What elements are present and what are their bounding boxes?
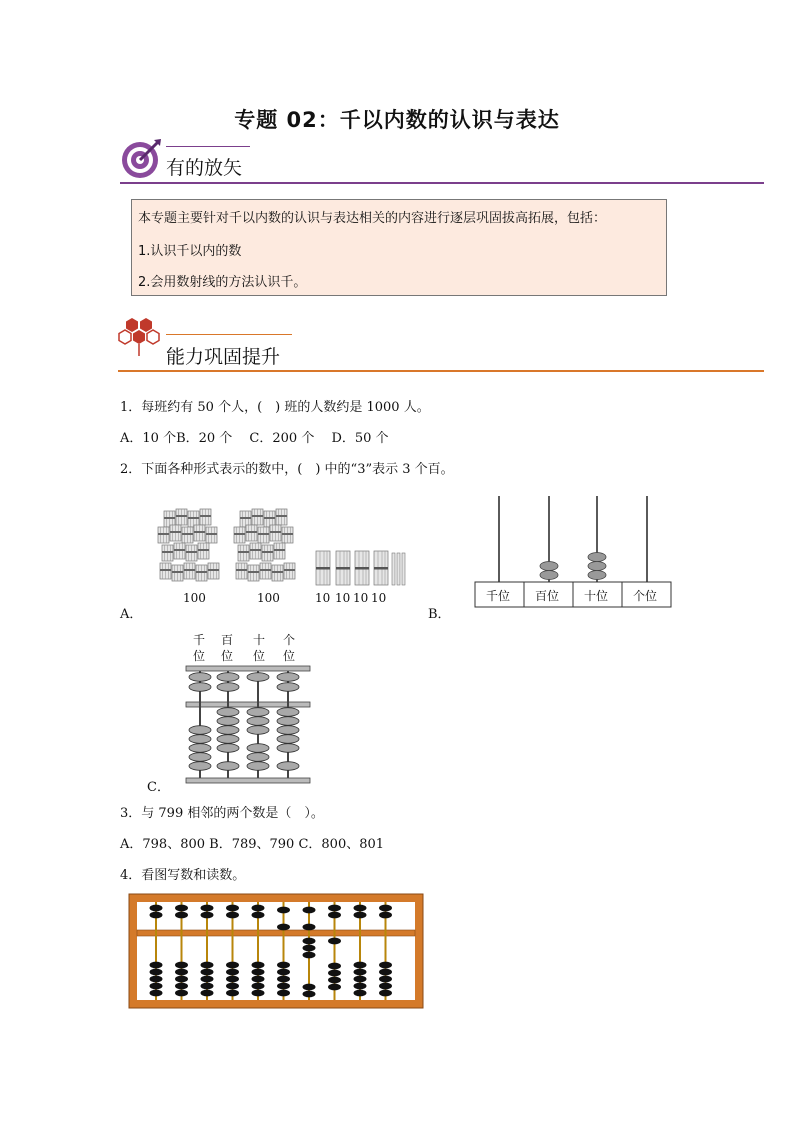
suanpan-bead [379, 969, 392, 976]
suanpan-bead [201, 912, 214, 919]
target-icon [120, 138, 162, 184]
question-2-stem: 2．下面各种形式表示的数中，( ) 中的“3”表示 3 个百。 [120, 462, 454, 477]
question-3-stem: 3．与 799 相邻的两个数是（ ）。 [120, 806, 324, 821]
abacus-bead [189, 726, 211, 735]
rod-bead [588, 562, 606, 571]
abacus-bead [189, 762, 211, 771]
abacus-bead [189, 744, 211, 753]
hexagon-icon [116, 316, 164, 360]
suanpan-bead [175, 969, 188, 976]
suanpan-bead [150, 905, 163, 912]
suanpan-bead [328, 938, 341, 945]
suanpan-bead [303, 945, 316, 952]
suanpan-bead [226, 976, 239, 983]
suanpan-bead [150, 976, 163, 983]
suanpan-bead [354, 962, 367, 969]
abacus-bead [277, 717, 299, 726]
suanpan-bead [150, 912, 163, 919]
suanpan-bead [303, 984, 316, 991]
suanpan-bead [252, 962, 265, 969]
abacus-column-label: 位 [253, 649, 266, 663]
bundle-label: 10 [315, 591, 331, 605]
abacus-bead [277, 744, 299, 753]
abacus-bead [277, 726, 299, 735]
intro-line: 1.认识千以内的数 [138, 244, 242, 259]
suanpan-bead [277, 969, 290, 976]
section-heading: 能力巩固提升 [166, 346, 281, 368]
bundle-label: 100 [183, 591, 206, 605]
stick-bundles-figure [152, 505, 412, 605]
suanpan-bead [175, 976, 188, 983]
suanpan-bead [252, 990, 265, 997]
question-4-stem: 4．看图写数和读数。 [120, 868, 246, 883]
suanpan-bead [201, 976, 214, 983]
bundle-label: 10 [371, 591, 387, 605]
suanpan-bead [201, 962, 214, 969]
suanpan-bead [379, 976, 392, 983]
rod-bead [588, 571, 606, 580]
suanpan-bead [354, 969, 367, 976]
suanpan-bead [303, 952, 316, 959]
abacus-figure [184, 664, 312, 788]
suanpan-bead [201, 983, 214, 990]
ten-bundle [336, 551, 350, 585]
header-accent-line [166, 334, 292, 335]
abacus-bead [247, 744, 269, 753]
suanpan-bead [354, 912, 367, 919]
abacus-beads [189, 673, 299, 771]
suanpan-bead [252, 912, 265, 919]
abacus-bead [277, 762, 299, 771]
suanpan-bead [150, 962, 163, 969]
suanpan-bead [328, 970, 341, 977]
place-value-cell: 百位 [535, 589, 560, 603]
abacus-bead [217, 673, 239, 682]
suanpan-bead [328, 905, 341, 912]
section-divider [120, 182, 764, 184]
bundle-label: 10 [353, 591, 369, 605]
suanpan-bead [201, 990, 214, 997]
section-header-practice [116, 316, 764, 374]
rod-bead [540, 571, 558, 580]
abacus-bead [217, 735, 239, 744]
place-value-cell: 个位 [633, 589, 658, 603]
suanpan-bead [303, 938, 316, 945]
suanpan-bead [252, 969, 265, 976]
abacus-bead [189, 753, 211, 762]
abacus-bead [217, 726, 239, 735]
suanpan-bead [303, 907, 316, 914]
abacus-bead [247, 673, 269, 682]
suanpan-bead [379, 990, 392, 997]
suanpan-bead [328, 977, 341, 984]
abacus-bead [189, 735, 211, 744]
abacus-column-label: 位 [283, 649, 296, 663]
abacus-column-label: 千 [193, 633, 206, 647]
abacus-bead [217, 717, 239, 726]
intro-box [131, 199, 667, 296]
question-1-stem: 1．每班约有 50 个人，( ) 班的人数约是 1000 人。 [120, 400, 430, 415]
intro-line: 本专题主要针对千以内数的认识与表达相关的内容进行逐层巩固拔高拓展，包括： [138, 211, 607, 226]
suanpan-bead [328, 963, 341, 970]
header-accent-line [166, 146, 250, 147]
suanpan-bead [277, 976, 290, 983]
section-header-aim [120, 138, 764, 188]
suanpan-bead [379, 962, 392, 969]
place-value-cell: 千位 [486, 589, 511, 603]
abacus-bead [247, 717, 269, 726]
suanpan-bead [175, 905, 188, 912]
place-value-cell: 十位 [584, 589, 609, 603]
option-c-label: C． [147, 780, 170, 795]
abacus-bead [217, 762, 239, 771]
suanpan-bead [354, 976, 367, 983]
suanpan-bead [277, 962, 290, 969]
suanpan-bead [226, 983, 239, 990]
rod-bead [588, 553, 606, 562]
abacus-bead [277, 708, 299, 717]
question-1-options: A．10 个B．20 个 C．200 个 D．50 个 [120, 431, 389, 446]
intro-line: 2.会用数射线的方法认识千。 [138, 275, 307, 290]
suanpan-bead [379, 983, 392, 990]
suanpan-bead [277, 990, 290, 997]
suanpan-bead [150, 983, 163, 990]
hundred-bundle [234, 509, 295, 581]
ten-bundle [374, 551, 388, 585]
suanpan-bead [252, 976, 265, 983]
suanpan-bead [379, 912, 392, 919]
suanpan-bead [354, 990, 367, 997]
abacus-bead [247, 762, 269, 771]
suanpan-bead [201, 969, 214, 976]
hundred-bundle [158, 509, 219, 581]
suanpan-bead [226, 912, 239, 919]
ten-bundle [355, 551, 369, 585]
suanpan-bead [379, 905, 392, 912]
suanpan-bead [150, 969, 163, 976]
bundle-label: 100 [257, 591, 280, 605]
section-heading: 有的放矢 [166, 157, 243, 179]
ten-bundle [316, 551, 330, 585]
suanpan-bead [201, 905, 214, 912]
question-3-options: A．798、800 B．789、790 C．800、801 [120, 837, 385, 852]
abacus-column-label: 十 [253, 633, 266, 647]
abacus-bead [217, 708, 239, 717]
suanpan-bead [303, 924, 316, 931]
abacus-column-label: 位 [221, 649, 234, 663]
suanpan-bead [277, 983, 290, 990]
option-b-label: B． [428, 607, 451, 622]
suanpan-bead [328, 984, 341, 991]
abacus-bead [247, 726, 269, 735]
page-title: 专题 02：千以内数的认识与表达 [234, 108, 560, 132]
abacus-bead [277, 683, 299, 692]
abacus-column-label: 百 [221, 633, 234, 647]
loose-sticks [392, 553, 405, 585]
abacus-bead [189, 683, 211, 692]
section-divider [118, 370, 764, 372]
abacus-bead [217, 683, 239, 692]
suanpan-bead [175, 983, 188, 990]
abacus-column-label: 个 [283, 633, 296, 647]
option-a-label: A． [120, 607, 143, 622]
bundle-label: 10 [335, 591, 351, 605]
suanpan-abacus-figure [128, 893, 424, 1009]
suanpan-bead [226, 990, 239, 997]
suanpan-bead [252, 983, 265, 990]
suanpan-bead [175, 962, 188, 969]
suanpan-bead [175, 912, 188, 919]
abacus-bead [247, 753, 269, 762]
abacus-column-label: 位 [193, 649, 206, 663]
abacus-bead [277, 735, 299, 744]
abacus-bead [247, 708, 269, 717]
suanpan-bead [252, 905, 265, 912]
suanpan-bead [354, 905, 367, 912]
abacus-bead [277, 673, 299, 682]
suanpan-bead [226, 905, 239, 912]
suanpan-bead [277, 907, 290, 914]
abacus-bead [217, 744, 239, 753]
suanpan-bead [226, 962, 239, 969]
rod-bead [540, 562, 558, 571]
abacus-bead [189, 673, 211, 682]
suanpan-bead [226, 969, 239, 976]
suanpan-bead [303, 991, 316, 998]
suanpan-bead [175, 990, 188, 997]
suanpan-bead [277, 924, 290, 931]
suanpan-bead [354, 983, 367, 990]
suanpan-bead [328, 912, 341, 919]
suanpan-bead [150, 990, 163, 997]
